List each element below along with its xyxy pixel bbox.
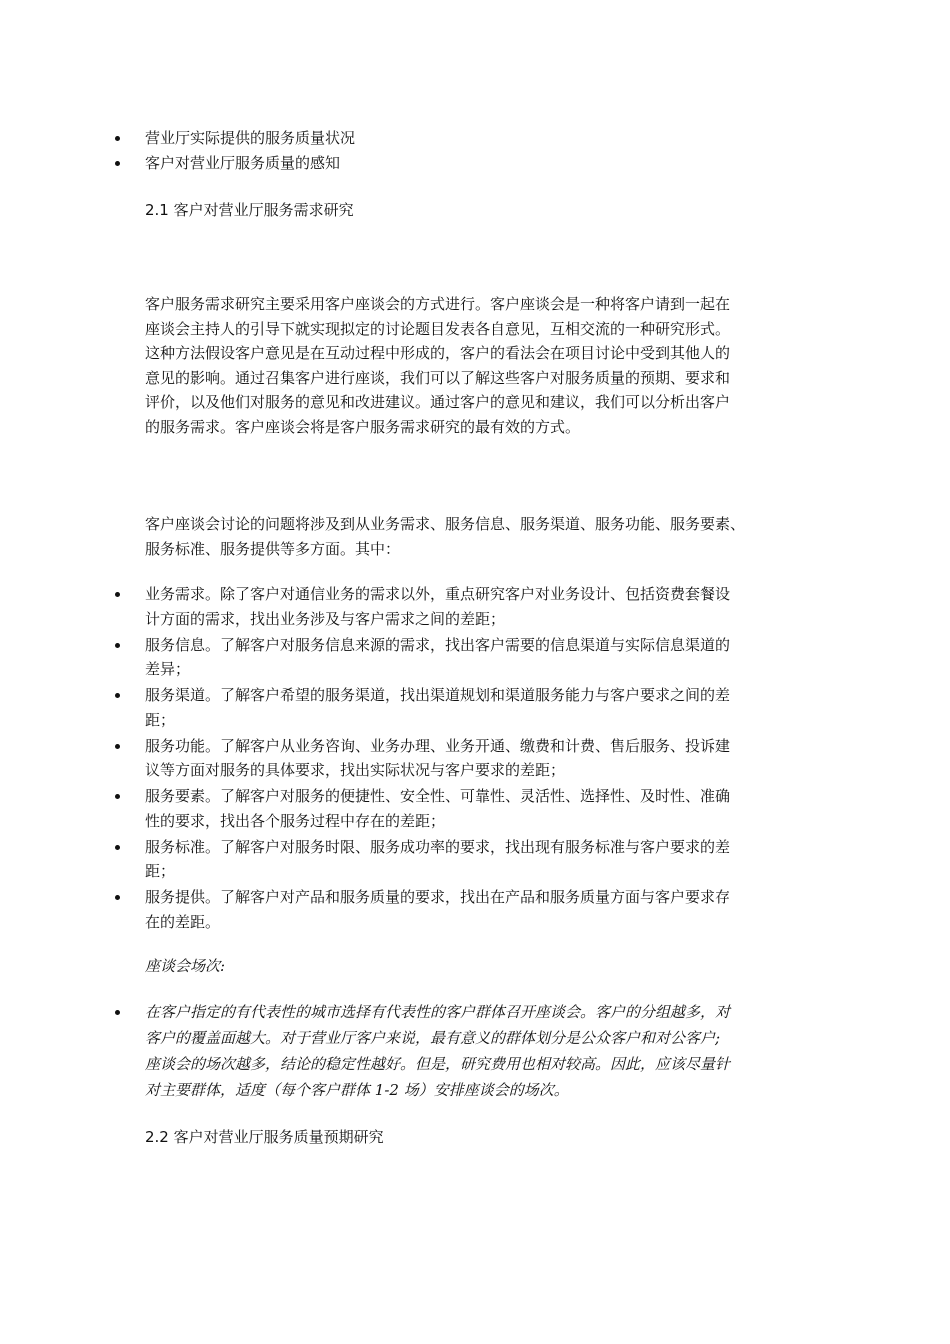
bullet-dot-icon xyxy=(115,845,120,850)
bullet-dot-icon xyxy=(115,643,120,648)
list-item: 服务信息。了解客户对服务信息来源的需求，找出客户需要的信息渠道与实际信息渠道的 差异； xyxy=(112,633,812,682)
paragraph-topics: 客户座谈会讨论的问题将涉及到从业务需求、服务信息、服务渠道、服务功能、服务要素、 服务标准、服务提供等多方面。其中： xyxy=(145,515,746,558)
session-title: 座谈会场次: xyxy=(145,957,226,975)
bullet-dot-icon xyxy=(115,895,120,900)
bullet-dot-icon xyxy=(115,794,120,799)
bullet-dot-icon xyxy=(115,744,120,749)
bullet-dot-icon xyxy=(115,693,120,698)
requirements-list xyxy=(112,582,812,936)
bullet-dot-icon xyxy=(115,1010,120,1015)
list-item: 服务标准。了解客户对服务时限、服务成功率的要求，找出现有服务标准与客户要求的差 距； xyxy=(112,835,812,884)
list-item: 在客户指定的有代表性的城市选择有代表性的客户群体召开座谈会。客户的分组越多，对 客户的覆盖面越大。对于营业厅客户来说，最有意义的群体划分是公众客户和对公客户; 座谈会的场次越多，结论的稳定性越好。但是，研究费用也相对较高。因此，应该尽量针 对主要群体，适度（每个客户群体 1-2 场）安排座谈会的场次。 xyxy=(112,999,812,1103)
list-item: 营业厅实际提供的服务质量状况 xyxy=(112,126,812,151)
list-item: 服务渠道。了解客户希望的服务渠道，找出渠道规划和渠道服务能力与客户要求之间的差 距； xyxy=(112,683,812,732)
top-bullet-list xyxy=(112,126,812,175)
list-item: 服务要素。了解客户对服务的便捷性、安全性、可靠性、灵活性、选择性、及时性、准确 性的要求，找出各个服务过程中存在的差距； xyxy=(112,784,812,833)
list-item: 业务需求。除了客户对通信业务的需求以外，重点研究客户对业务设计、包括资费套餐设 计方面的需求，找出业务涉及与客户需求之间的差距； xyxy=(112,582,812,631)
paragraph-intro: 客户服务需求研究主要采用客户座谈会的方式进行。客户座谈会是一种将客户请到一起在 座谈会主持人的引导下就实现拟定的讨论题目发表各自意见，互相交流的一种研究形式。 这种方法假设客户意见是在互动过程中形成的，客户的看法会在项目讨论中受到其他人的 意见的影响。通过召集客户进行座谈，我们可以了解这些客户对服务质量的预期、要求和 评价，以及他们对服务的意见和改进建议。通过客户的意见和建议，我们可以分析出客户 的服务需求。客户座谈会将是客户服务需求研究的最有效的方式。 xyxy=(145,295,731,436)
bullet-dot-icon xyxy=(115,592,120,597)
section-heading-2-1: 2.1 客户对营业厅服务需求研究 xyxy=(145,201,354,219)
session-list xyxy=(112,999,812,1103)
list-item: 客户对营业厅服务质量的感知 xyxy=(112,151,812,176)
section-heading-2-2: 2.2 客户对营业厅服务质量预期研究 xyxy=(145,1128,384,1146)
list-item: 服务提供。了解客户对产品和服务质量的要求，找出在产品和服务质量方面与客户要求存 在的差距。 xyxy=(112,885,812,934)
bullet-dot-icon xyxy=(115,136,120,141)
list-item: 服务功能。了解客户从业务咨询、业务办理、业务开通、缴费和计费、售后服务、投诉建 议等方面对服务的具体要求，找出实际状况与客户要求的差距； xyxy=(112,734,812,783)
bullet-dot-icon xyxy=(115,161,120,166)
